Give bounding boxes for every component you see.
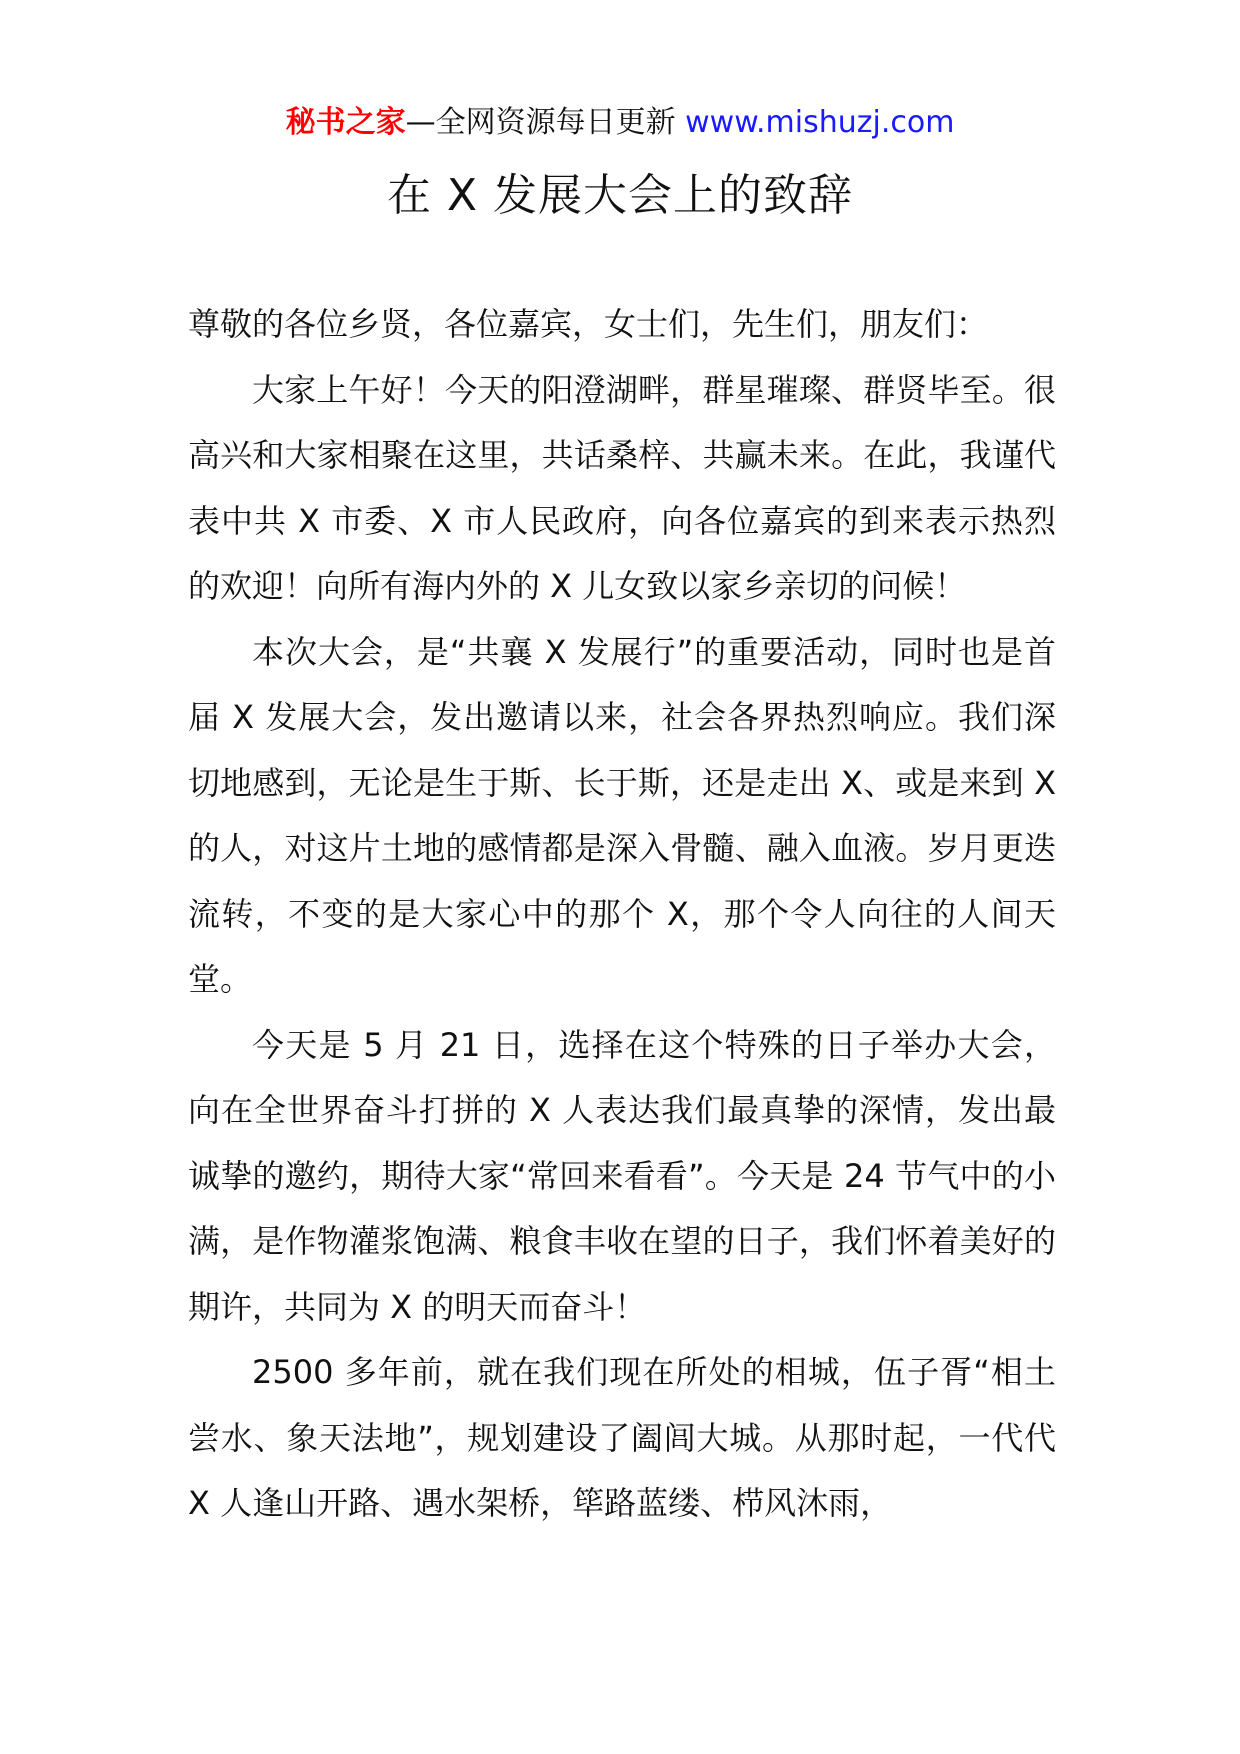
brand-name: 秘书之家 xyxy=(285,105,406,140)
salutation: 尊敬的各位乡贤，各位嘉宾，女士们，先生们，朋友们： xyxy=(188,305,989,343)
header-tagline: —全网资源每日更新 xyxy=(405,105,676,140)
paragraph-4: 2500 多年前，就在我们现在所处的相城，伍子胥“相土尝水、象天法地”，规划建设了阖闾大城。从那时起，一代代 X 人逢山开路、遇水架桥，筚路蓝缕、栉风沐雨， xyxy=(188,1353,1056,1522)
paragraph-1: 大家上午好！今天的阳澄湖畔，群星璀璨、群贤毕至。很高兴和大家相聚在这里，共话桑梓、共赢未来。在此，我谨代表中共 X 市委、X 市人民政府，向各位嘉宾的到来表示热烈的欢迎！向所有海内外的 X 儿女致以家乡亲切的问候！ xyxy=(188,370,1056,605)
paragraph-3: 今天是 5 月 21 日，选择在这个特殊的日子举办大会，向在全世界奋斗打拼的 X 人表达我们最真挚的深情，发出最诚挚的邀约，期待大家“常回来看看”。今天是 24 节气中的小满，是作物灌浆饱满、粮食丰收在望的日子，我们怀着美好的期许，共同为 X 的明天而奋斗！ xyxy=(188,1025,1056,1326)
paragraph-2: 本次大会，是“共襄 X 发展行”的重要活动，同时也是首届 X 发展大会，发出邀请以来，社会各界热烈响应。我们深切地感到，无论是生于斯、长于斯，还是走出 X、或是来到 X 的人，对这片土地的感情都是深入骨髓、融入血液。岁月更迭流转，不变的是大家心中的那个 X，那个令人向往的人间天堂。 xyxy=(188,632,1056,998)
site-header xyxy=(0,100,1240,146)
document-body xyxy=(188,292,1056,1537)
document-title: 在 X 发展大会上的致辞 xyxy=(386,170,854,221)
site-url-link[interactable]: www.mishuzj.com xyxy=(685,105,955,140)
